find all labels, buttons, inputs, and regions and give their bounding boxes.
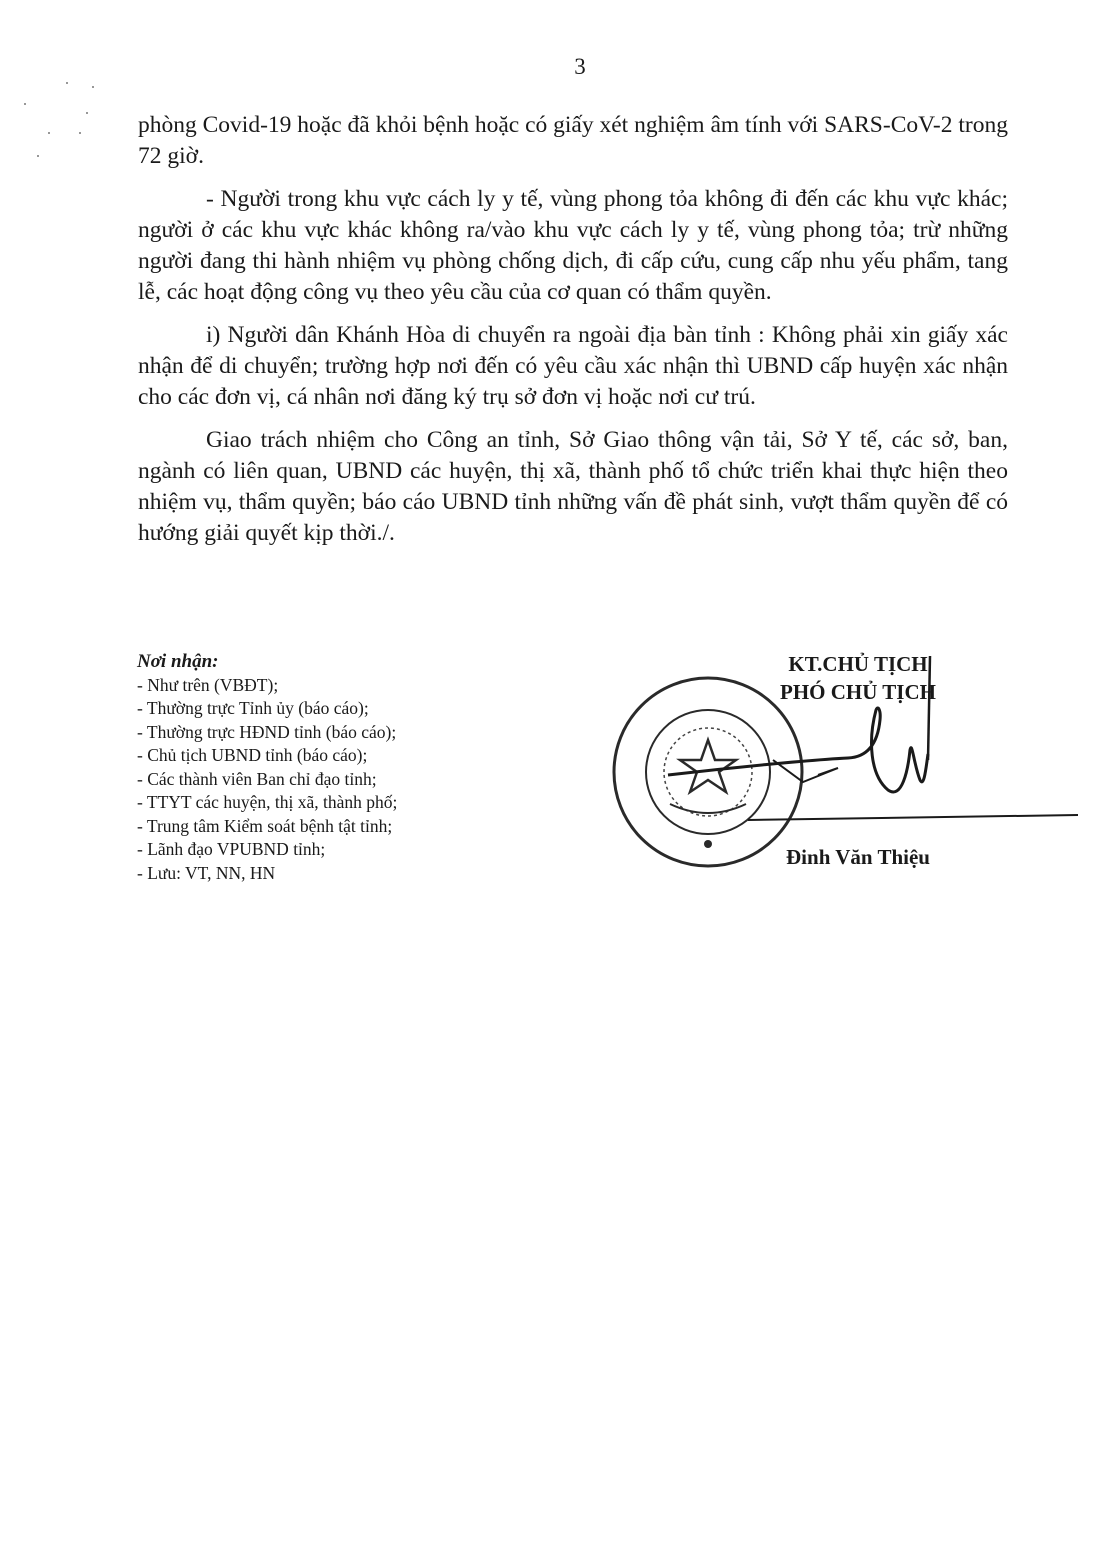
page-number: 3 (574, 54, 586, 79)
scan-speck (86, 112, 88, 114)
scan-speck (66, 82, 68, 84)
signature-block (608, 650, 1078, 890)
signature-title-line2: PHÓ CHỦ TỊCH (780, 680, 936, 704)
recipients-list (137, 674, 557, 886)
signer-name: Đinh Văn Thiệu (786, 845, 930, 869)
recipients-block (137, 650, 557, 885)
paragraph-assignment: Giao trách nhiệm cho Công an tỉnh, Sở Giao thông vận tải, Sở Y tế, các sở, ban, ngành có liên quan, UBND các huyện, thị xã, thành phố tổ chức triển khai thực hiện theo nhiệm vụ, thẩm quyền; báo cáo UBND tỉnh những vấn đề phát sinh, vượt thẩm quyền để có hướng giải quyết kịp thời./. (138, 427, 1008, 546)
recipient-item: - TTYT các huyện, thị xã, thành phố; (137, 792, 398, 812)
scan-speck (92, 86, 94, 88)
recipient-item: - Các thành viên Ban chỉ đạo tỉnh; (137, 768, 377, 789)
signature-title-line1: KT.CHỦ TỊCH (788, 652, 928, 676)
recipient-item: - Lưu: VT, NN, HN (137, 862, 276, 883)
recipient-item: - Thường trực Tỉnh ủy (báo cáo); (137, 698, 369, 718)
recipient-item: - Lãnh đạo VPUBND tỉnh; (137, 839, 326, 859)
scan-speck (37, 155, 39, 157)
paragraph-continuation: phòng Covid-19 hoặc đã khỏi bệnh hoặc có giấy xét nghiệm âm tính với SARS-CoV-2 trong 72 giờ. (138, 112, 1008, 169)
recipient-item: - Chủ tịch UBND tỉnh (báo cáo); (137, 745, 368, 765)
paragraph-travel: i) Người dân Khánh Hòa di chuyển ra ngoài địa bàn tỉnh : Không phải xin giấy xác nhận để di chuyển; trường hợp nơi đến có yêu cầu xác nhận thì UBND cấp huyện xác nhận cho các đơn vị, cá nhân nơi đăng ký trụ sở đơn vị hoặc nơi cư trú. (138, 322, 1008, 410)
scan-speck (79, 132, 81, 134)
scan-speck (24, 103, 26, 105)
recipients-title: Nơi nhận: (137, 651, 219, 672)
scan-speck (48, 132, 50, 134)
recipient-item: - Thường trực HĐND tỉnh (báo cáo); (137, 721, 397, 742)
recipient-item: - Như trên (VBĐT); (137, 674, 279, 695)
recipient-item: - Trung tâm Kiểm soát bệnh tật tỉnh; (137, 815, 393, 836)
paragraph-quarantine: - Người trong khu vực cách ly y tế, vùng phong tỏa không đi đến các khu vực khác; người ở các khu vực khác không ra/vào khu vực cách ly y tế, vùng phong tỏa; trừ những người đang thi hành nhiệm vụ phòng chống dịch, đi cấp cứu, cung cấp nhu yếu phẩm, tang lễ, các hoạt động công vụ theo yêu cầu của cơ quan có thẩm quyền. (138, 186, 1008, 305)
body-text (138, 110, 1008, 561)
